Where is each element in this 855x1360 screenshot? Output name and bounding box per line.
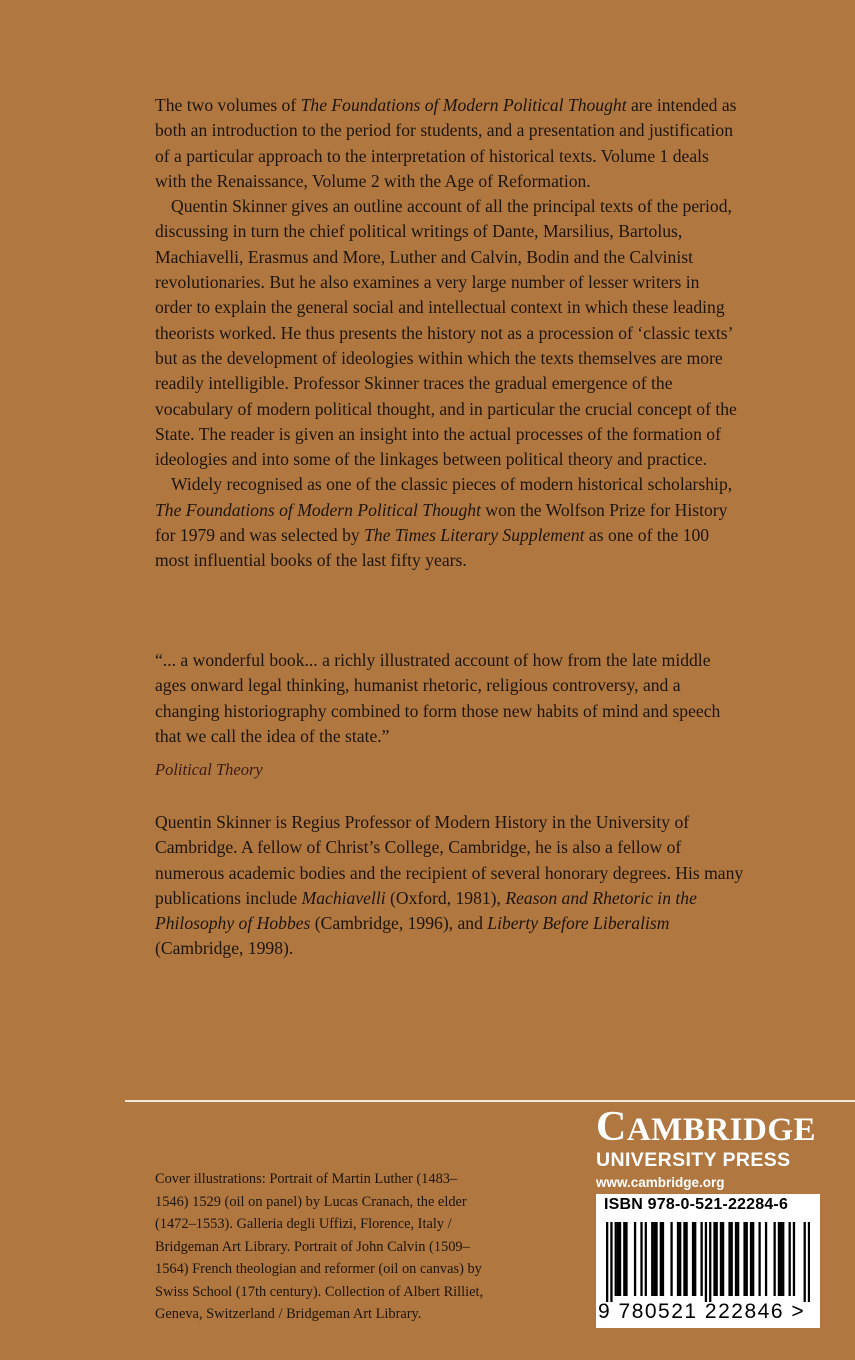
- barcode-bar: [619, 1222, 621, 1296]
- barcode-bar: [746, 1222, 748, 1296]
- barcode-bar: [735, 1222, 737, 1296]
- barcode-bar: [700, 1222, 702, 1296]
- barcode-bar: [782, 1222, 784, 1296]
- barcode-bar: [713, 1222, 715, 1296]
- barcode-bar: [780, 1222, 782, 1296]
- barcode-bar: [793, 1222, 795, 1296]
- text-run-2: won the Wolfson Prize for History for 1979 and was selected by: [155, 499, 728, 546]
- barcode-bar: [773, 1222, 775, 1296]
- barcode-bar: [623, 1222, 625, 1296]
- text-run-4: as one of the 100 most influential books of the last fifty years.: [155, 525, 710, 571]
- book-description: [155, 93, 740, 574]
- barcode-bar: [660, 1222, 662, 1296]
- publisher-name-rest: AMBRIDGE: [626, 1112, 817, 1148]
- publisher-name-initial: C: [596, 1104, 627, 1150]
- barcode-bar: [634, 1222, 636, 1296]
- barcode-bar: [615, 1222, 617, 1296]
- text-run-0: Quentin Skinner gives an outline account of all the principal texts of the period, discussing in turn the chief political writings of Dante, Marsilius, Bartolus, Machiavelli, Erasmus and More, Luther and Calvin, Bodin and the Calvinist revolutionaries. But he also examines a very large number of lesser writers in order to explain the general social and intellectual context in which these leading theorists worked. He thus presents the history not as a procession of ‘classic texts’ but as the development of ideologies within which the texts themselves are more readily intelligible. Professor Skinner traces the gradual emergence of the vocabulary of modern political thought, and in particular the crucial concept of the State. The reader is given an insight into the actual processes of the formation of ideologies and into some of the linkages between political theory and practice.: [155, 196, 737, 470]
- barcode-bar: [743, 1222, 745, 1296]
- review-quote: [155, 648, 740, 749]
- barcode-bar: [685, 1222, 687, 1296]
- barcode-bar: [655, 1222, 657, 1296]
- barcode-bar: [662, 1222, 664, 1296]
- barcode-bar: [640, 1222, 642, 1296]
- italic-title-3: The Times Literary Supplement: [364, 525, 585, 546]
- description-paragraph-3: [155, 472, 740, 573]
- isbn-barcode: [596, 1194, 820, 1328]
- barcode-bar: [789, 1222, 791, 1296]
- text-run-6: (Cambridge, 1998).: [155, 938, 294, 959]
- publisher-logo: [596, 1104, 826, 1193]
- barcode-bar: [720, 1222, 722, 1296]
- barcode-bar: [737, 1222, 739, 1296]
- barcode-bar: [722, 1222, 724, 1296]
- description-paragraph-1: [155, 93, 740, 194]
- barcode-bar: [670, 1222, 672, 1296]
- barcode-bar: [651, 1222, 653, 1296]
- text-run-2: are intended as both an introduction to the period for students, and a presentation and justification of a particular approach to the interpretation of historical texts. Volume 1 deals with the Renaissance, Volume 2 with the Age of Reformation.: [155, 95, 737, 191]
- barcode-bar: [683, 1222, 685, 1296]
- barcode-bar: [606, 1222, 608, 1302]
- barcode-bar: [750, 1222, 752, 1296]
- barcode-bar: [709, 1222, 711, 1302]
- text-run-0: Quentin Skinner is Regius Professor of Modern History in the University of Cambridge. A fellow of Christ’s College, Cambridge, he is also a fellow of numerous academic bodies and the recipient of several honorary degrees. His many publications include: [155, 812, 744, 908]
- barcode-bar: [694, 1222, 696, 1296]
- review-quote-source: Political Theory: [155, 760, 263, 779]
- text-run-0: Widely recognised as one of the classic pieces of modern historical scholarship,: [171, 474, 733, 495]
- cover-credits-text: Cover illustrations: Portrait of Martin Luther (1483–1546) 1529 (oil on panel) by Lucas Cranach, the elder (1472–1553). Galleria degli Uffizi, Florence, Italy / Bridgeman Art Library. Portrait of John Calvin (1509–1564) French theologian and reformer (oil on canvas) by Swiss School (17th century). Collection of Albert Rilliet, Geneva, Switzerland / Bridgeman Art Library.: [155, 1171, 484, 1322]
- barcode-digits: 9 780521 222846 >: [598, 1300, 806, 1323]
- italic-title-3: Reason and Rhetoric in the Philosophy of Hobbes: [155, 887, 697, 934]
- barcode-bar: [758, 1222, 760, 1296]
- italic-title-5: Liberty Before Liberalism: [487, 913, 670, 934]
- barcode-bar: [645, 1222, 647, 1296]
- barcode-bar: [625, 1222, 627, 1296]
- text-run-0: The two volumes of: [155, 95, 301, 115]
- barcode-bar: [728, 1222, 730, 1296]
- italic-title-1: The Foundations of Modern Political Thought: [155, 499, 481, 520]
- italic-title-1: Machiavelli: [301, 887, 386, 908]
- barcode-bar: [778, 1222, 780, 1296]
- author-bio-text: [155, 810, 745, 962]
- review-quote-text: “... a wonderful book... a richly illustrated account of how from the late middle ages onward legal thinking, humanist rhetoric, religious controversy, and a changing historiography combined to form those new habits of mind and speech that we call the idea of the state.”: [155, 650, 721, 746]
- publisher-name: [596, 1104, 826, 1150]
- barcode-bar: [692, 1222, 694, 1296]
- barcode-bar: [617, 1222, 619, 1296]
- barcode-bar: [653, 1222, 655, 1296]
- isbn-label: ISBN 978-0-521-22284-6: [604, 1196, 789, 1213]
- cover-credits: [155, 1168, 485, 1326]
- publisher-subtitle: UNIVERSITY PRESS: [596, 1149, 791, 1171]
- description-paragraph-2: [155, 194, 740, 472]
- divider-rule: [125, 1100, 855, 1102]
- text-run-4: (Cambridge, 1996), and: [310, 913, 488, 934]
- barcode-bar: [679, 1222, 681, 1296]
- barcode-bar: [610, 1222, 612, 1302]
- italic-title-1: The Foundations of Modern Political Thought: [300, 95, 627, 115]
- barcode-bar: [765, 1222, 767, 1296]
- barcode-bar: [752, 1222, 754, 1296]
- barcode-bar: [677, 1222, 679, 1296]
- publisher-url: www.cambridge.org: [596, 1175, 725, 1190]
- text-run-2: (Oxford, 1981),: [385, 887, 506, 908]
- barcode-bar: [808, 1222, 810, 1302]
- barcode-bars: [606, 1222, 810, 1302]
- barcode-bar: [716, 1222, 718, 1296]
- barcode-bar: [731, 1222, 733, 1296]
- barcode-bar: [804, 1222, 806, 1302]
- author-bio: [155, 810, 745, 962]
- barcode-bar: [705, 1222, 707, 1302]
